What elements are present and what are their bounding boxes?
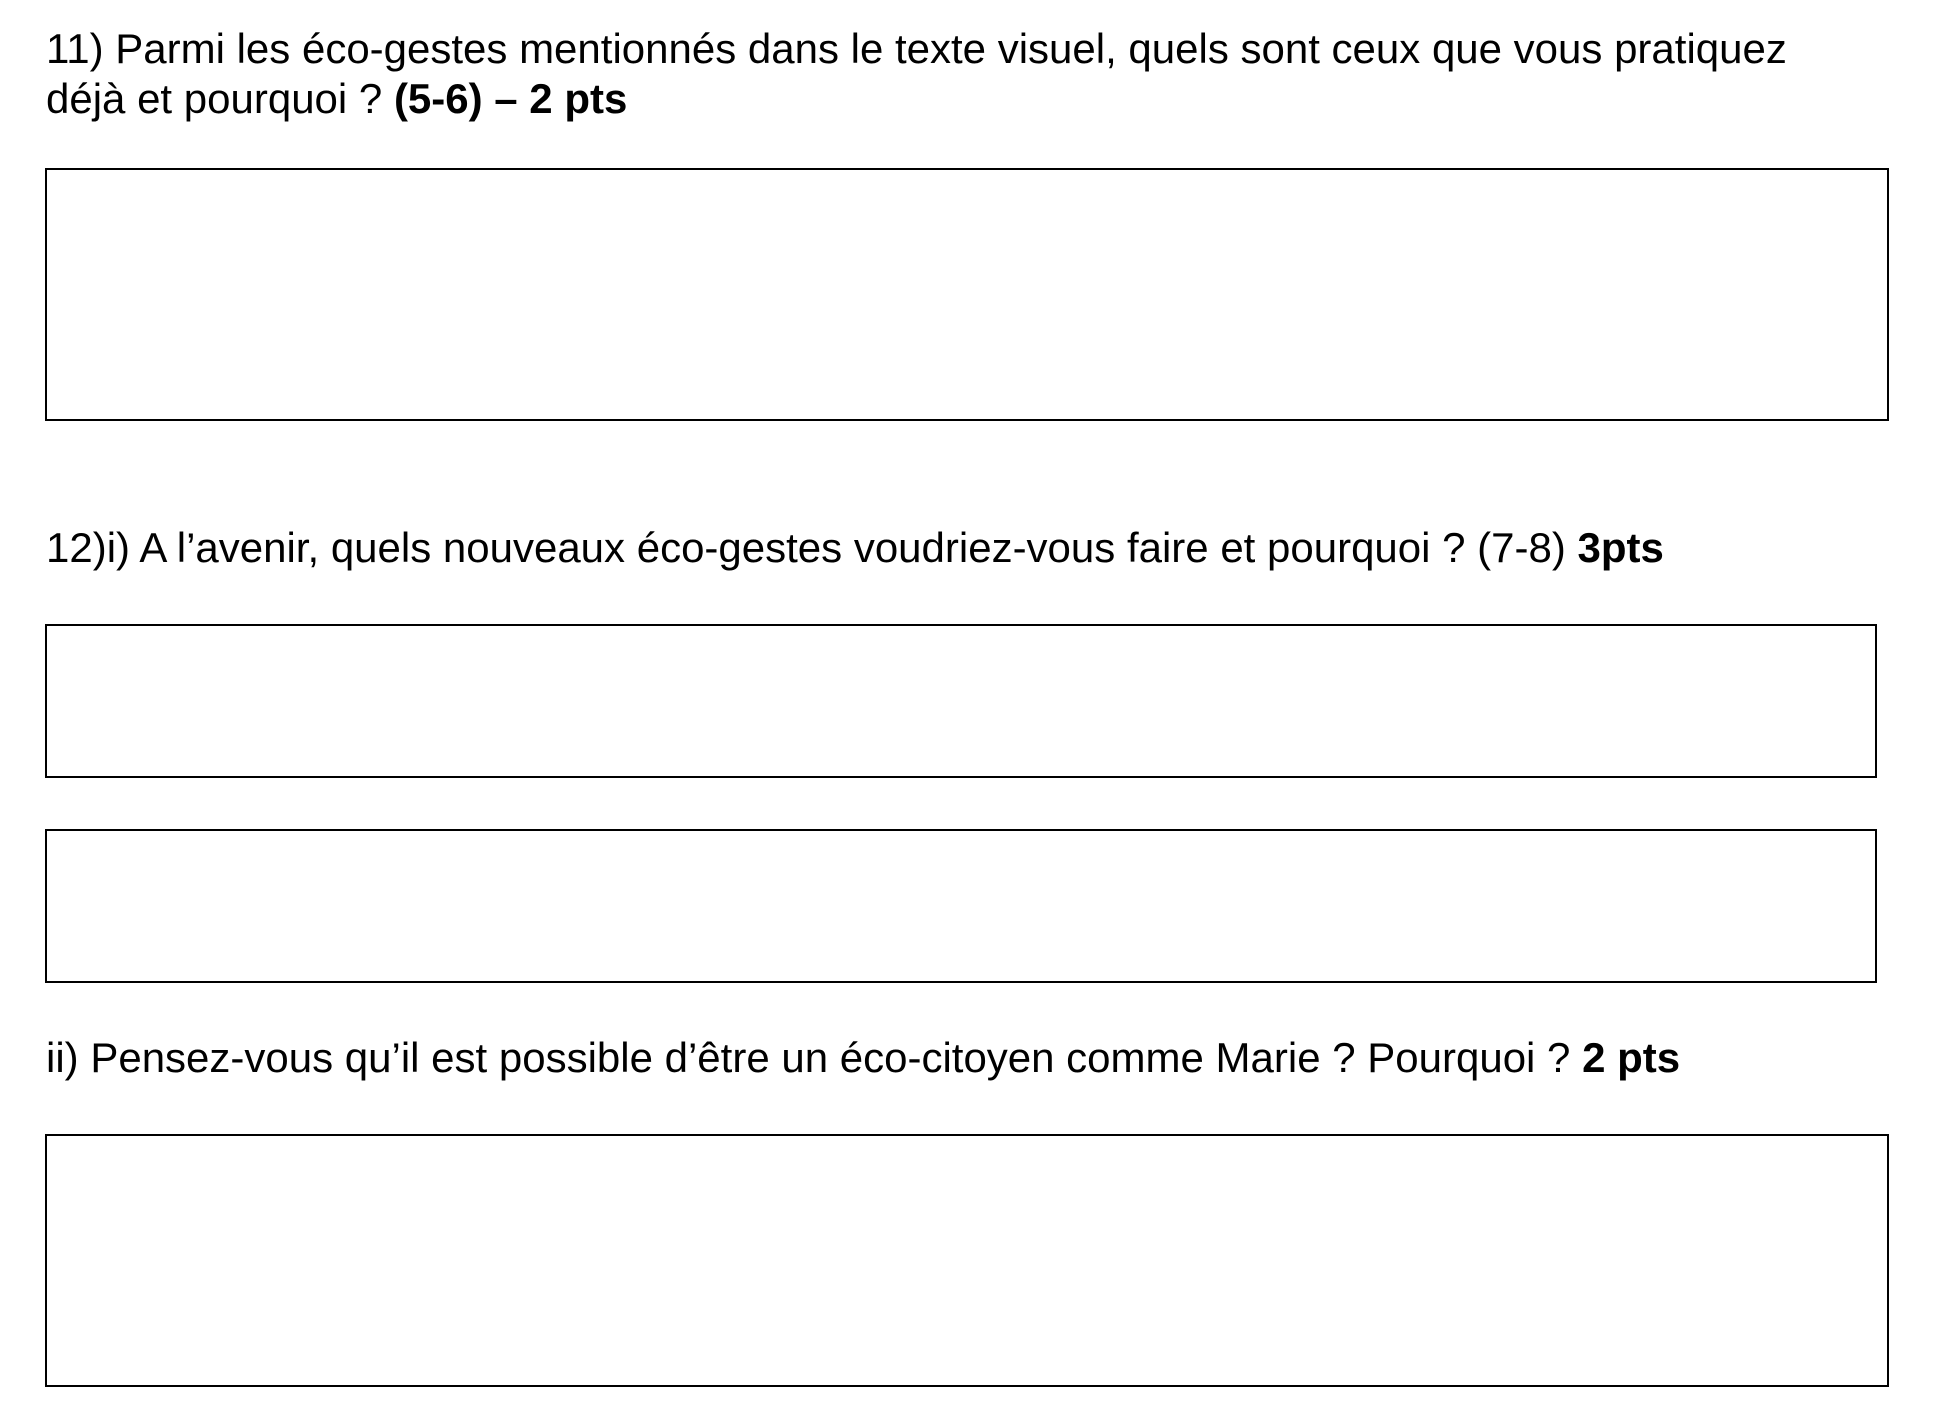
answer-box-question-12-i-second[interactable] <box>45 829 1877 983</box>
question-12-i-points: 3pts <box>1577 524 1664 571</box>
question-11-points: (5-6) – 2 pts <box>393 75 628 122</box>
question-12-ii-text: ii) Pensez-vous qu’il est possible d’être un éco-citoyen comme Marie ? Pourquoi ? <box>46 1034 1583 1081</box>
question-11-line-1: 11) Parmi les éco-gestes mentionnés dans le texte visuel, quels sont ceux que vous pratiquez <box>46 25 1787 72</box>
answer-box-question-11[interactable] <box>45 168 1889 421</box>
question-11-line-2: déjà et pourquoi ? <box>46 75 394 122</box>
question-12-ii-points: 2 pts <box>1582 1034 1681 1081</box>
question-12-i-text: 12)i) A l’avenir, quels nouveaux éco-gestes voudriez-vous faire et pourquoi ? (7-8) <box>46 524 1578 571</box>
answer-box-question-12-ii[interactable] <box>45 1134 1889 1387</box>
question-12-ii <box>46 1033 1680 1083</box>
question-11 <box>46 24 1787 124</box>
question-12-i <box>46 523 1664 573</box>
answer-box-question-12-i-first[interactable] <box>45 624 1877 778</box>
